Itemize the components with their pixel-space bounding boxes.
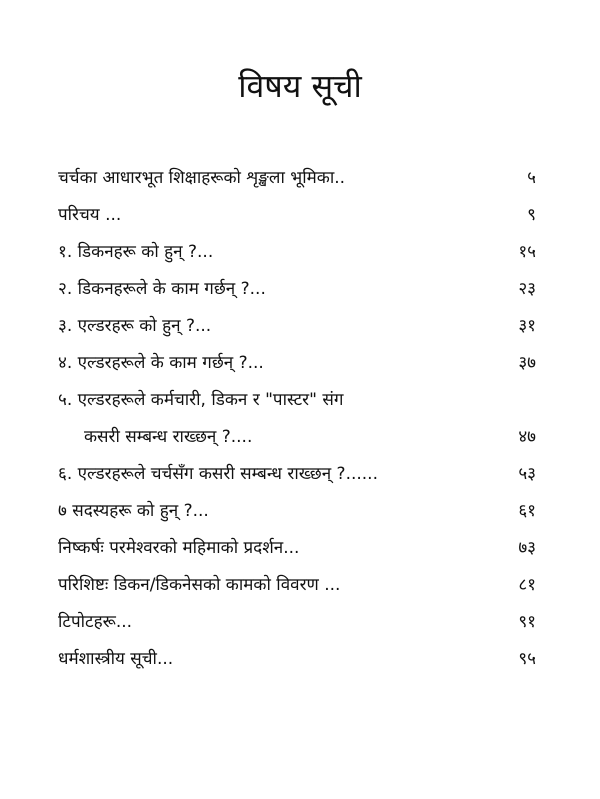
toc-entry-label: परिचय ...	[58, 205, 122, 225]
toc-entry-page: ७३	[518, 538, 536, 558]
toc-entry	[58, 461, 538, 487]
toc-entry-page: ५३	[518, 464, 536, 484]
toc-entry-label: टिपोटहरू...	[58, 612, 133, 632]
toc-entry	[58, 276, 538, 302]
page-title: विषय सूची	[238, 67, 362, 105]
toc-entry-page: ३७	[518, 353, 536, 373]
toc-entry	[58, 609, 538, 635]
toc-entry-page: ९५	[518, 649, 536, 669]
toc-entry-label: ३. एल्डरहरू को हुन् ?...	[58, 316, 212, 336]
toc-entry	[58, 387, 538, 413]
toc-entry	[58, 313, 538, 339]
toc-entry-label: ५. एल्डरहरूले कर्मचारी, डिकन र "पास्टर" संग	[58, 390, 344, 410]
toc-entry	[58, 202, 538, 228]
toc-entry	[58, 165, 538, 191]
toc-entry-page: ६१	[518, 501, 536, 521]
toc-entry	[58, 498, 538, 524]
toc-entry-continuation	[58, 424, 538, 450]
toc-entry	[58, 572, 538, 598]
toc-entry	[58, 646, 538, 672]
toc-entry-page: ९	[527, 205, 536, 225]
toc-entry-label: ७ सदस्यहरू को हुन् ?...	[58, 501, 209, 521]
toc-entry	[58, 350, 538, 376]
toc-entry-label: निष्कर्षः परमेश्वरको महिमाको प्रदर्शन...	[58, 538, 300, 558]
toc-entry	[58, 535, 538, 561]
toc-entry	[58, 239, 538, 265]
toc-entry-label: ६. एल्डरहरूले चर्चसँग कसरी सम्बन्ध राख्छन् ?......	[58, 464, 378, 484]
toc-entry-page: ३१	[518, 316, 536, 336]
toc-entry-label: ४. एल्डरहरूले के काम गर्छन् ?...	[58, 353, 264, 373]
toc-entry-page: १५	[518, 242, 536, 262]
toc-entry-label: १. डिकनहरू को हुन् ?...	[58, 242, 214, 262]
toc-entry-label: चर्चका आधारभूत शिक्षाहरूको शृङ्खला भूमिका..	[58, 168, 346, 188]
toc-entry-page: ४७	[518, 427, 536, 447]
toc-entry-page: ९१	[518, 612, 536, 632]
toc-entry-label: परिशिष्टः डिकन/डिकनेसको कामको विवरण ...	[58, 575, 341, 595]
toc-entry-label: कसरी सम्बन्ध राख्छन् ?....	[84, 427, 253, 447]
toc-entry-page: ८१	[518, 575, 536, 595]
toc-entry-page: २३	[518, 279, 536, 299]
toc-entry-page: ५	[527, 168, 536, 188]
toc-entry-label: धर्मशास्त्रीय सूची...	[58, 649, 174, 669]
toc-entry-label: २. डिकनहरूले के काम गर्छन् ?...	[58, 279, 266, 299]
